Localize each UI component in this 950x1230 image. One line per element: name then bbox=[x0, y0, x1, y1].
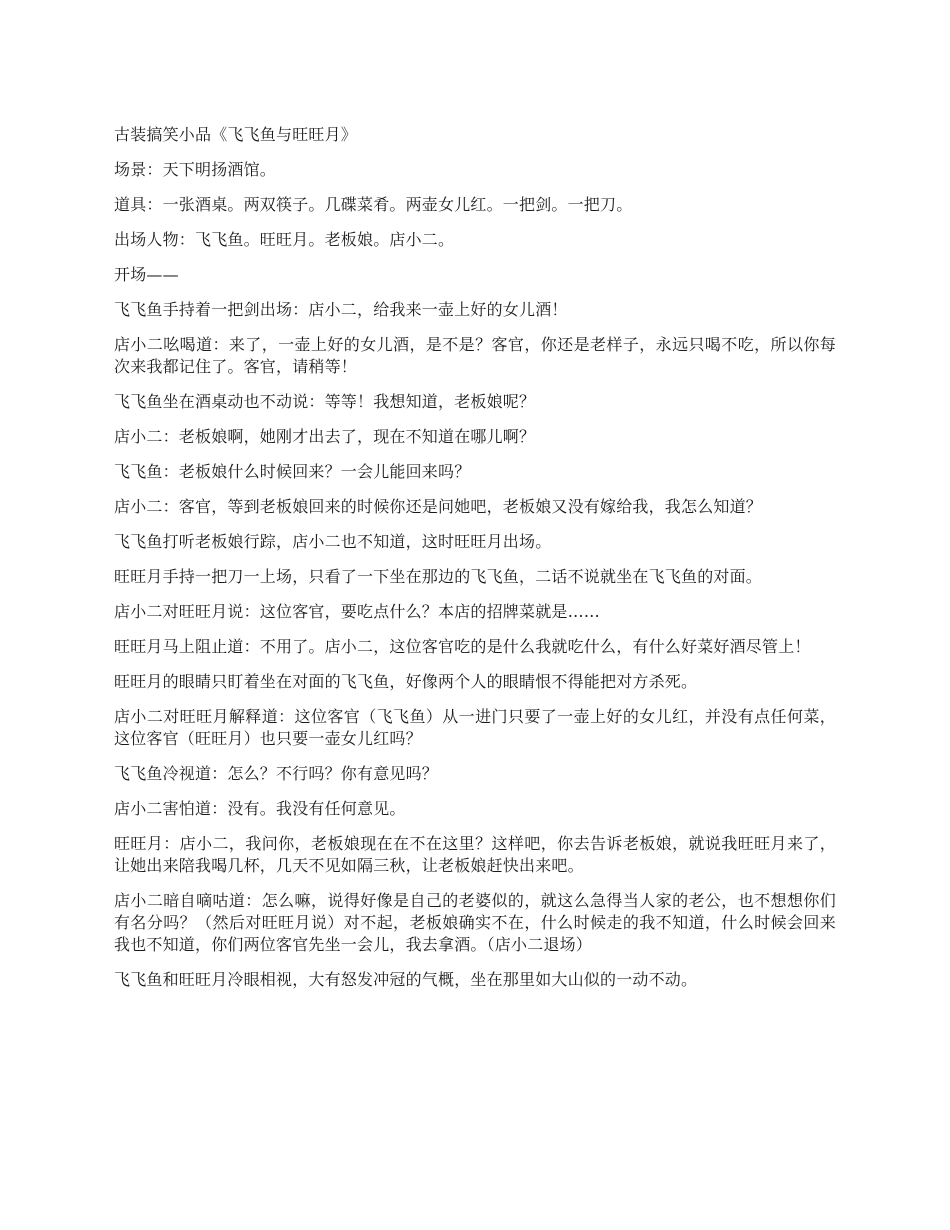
paragraph: 旺旺月马上阻止道：不用了。店小二，这位客官吃的是什么我就吃什么，有什么好菜好酒尽管上！ bbox=[114, 637, 811, 656]
paragraph: 飞飞鱼和旺旺月冷眼相视，大有怒发冲冠的气概，坐在那里如大山似的一动不动。 bbox=[114, 970, 698, 989]
paragraph: 飞飞鱼打听老板娘行踪，店小二也不知道，这时旺旺月出场。 bbox=[114, 532, 552, 551]
paragraph: 店小二：老板娘啊，她刚才出去了，现在不知道在哪儿啊？ bbox=[114, 427, 536, 446]
paragraph: 店小二吆喝道：来了，一壶上好的女儿酒，是不是？客官，你还是老样子，永远只喝不吃，所以你每次来我都记住了。客官，请稍等！ bbox=[114, 335, 836, 376]
paragraph: 飞飞鱼手持着一把剑出场：店小二，给我来一壶上好的女儿酒！ bbox=[114, 300, 568, 319]
paragraph: 旺旺月手持一把刀一上场，只看了一下坐在那边的飞飞鱼，二话不说就坐在飞飞鱼的对面。 bbox=[114, 567, 763, 586]
paragraph: 飞飞鱼：老板娘什么时候回来？一会儿能回来吗？ bbox=[114, 462, 471, 481]
document-page bbox=[114, 124, 836, 1004]
opening-line: 开场—— bbox=[114, 265, 179, 284]
paragraph: 旺旺月：店小二，我问你，老板娘现在在不在这里？这样吧，你去告诉老板娘，就说我旺旺月来了，让她出来陪我喝几杯，几天不见如隔三秋，让老板娘赶快出来吧。 bbox=[114, 834, 836, 875]
characters-line: 出场人物：飞飞鱼。旺旺月。老板娘。店小二。 bbox=[114, 230, 455, 249]
paragraph: 店小二暗自嘀咕道：怎么嘛，说得好像是自己的老婆似的，就这么急得当人家的老公，也不想想你们有名分吗？（然后对旺旺月说）对不起，老板娘确实不在，什么时候走的我不知道，什么时候会回来我也不知道，你们两位客官先坐一会儿，我去拿酒。（店小二退场） bbox=[114, 891, 836, 954]
scene-line: 场景：天下明扬酒馆。 bbox=[114, 160, 277, 179]
paragraph: 店小二对旺旺月解释道：这位客官（飞飞鱼）从一进门只要了一壶上好的女儿红，并没有点任何菜，这位客官（旺旺月）也只要一壶女儿红吗？ bbox=[114, 707, 836, 748]
paragraph: 飞飞鱼坐在酒桌动也不动说：等等！我想知道，老板娘呢？ bbox=[114, 392, 536, 411]
paragraph: 旺旺月的眼睛只盯着坐在对面的飞飞鱼，好像两个人的眼睛恨不得能把对方杀死。 bbox=[114, 672, 698, 691]
paragraph: 店小二害怕道：没有。我没有任何意见。 bbox=[114, 799, 406, 818]
document-title: 古装搞笑小品《飞飞鱼与旺旺月》 bbox=[114, 125, 358, 144]
props-line: 道具：一张酒桌。两双筷子。几碟菜肴。两壶女儿红。一把剑。一把刀。 bbox=[114, 195, 633, 214]
paragraph: 飞飞鱼冷视道：怎么？不行吗？你有意见吗？ bbox=[114, 764, 439, 783]
paragraph: 店小二：客官，等到老板娘回来的时候你还是问她吧，老板娘又没有嫁给我，我怎么知道？ bbox=[114, 497, 763, 516]
paragraph: 店小二对旺旺月说：这位客官，要吃点什么？本店的招牌菜就是…… bbox=[114, 602, 601, 621]
